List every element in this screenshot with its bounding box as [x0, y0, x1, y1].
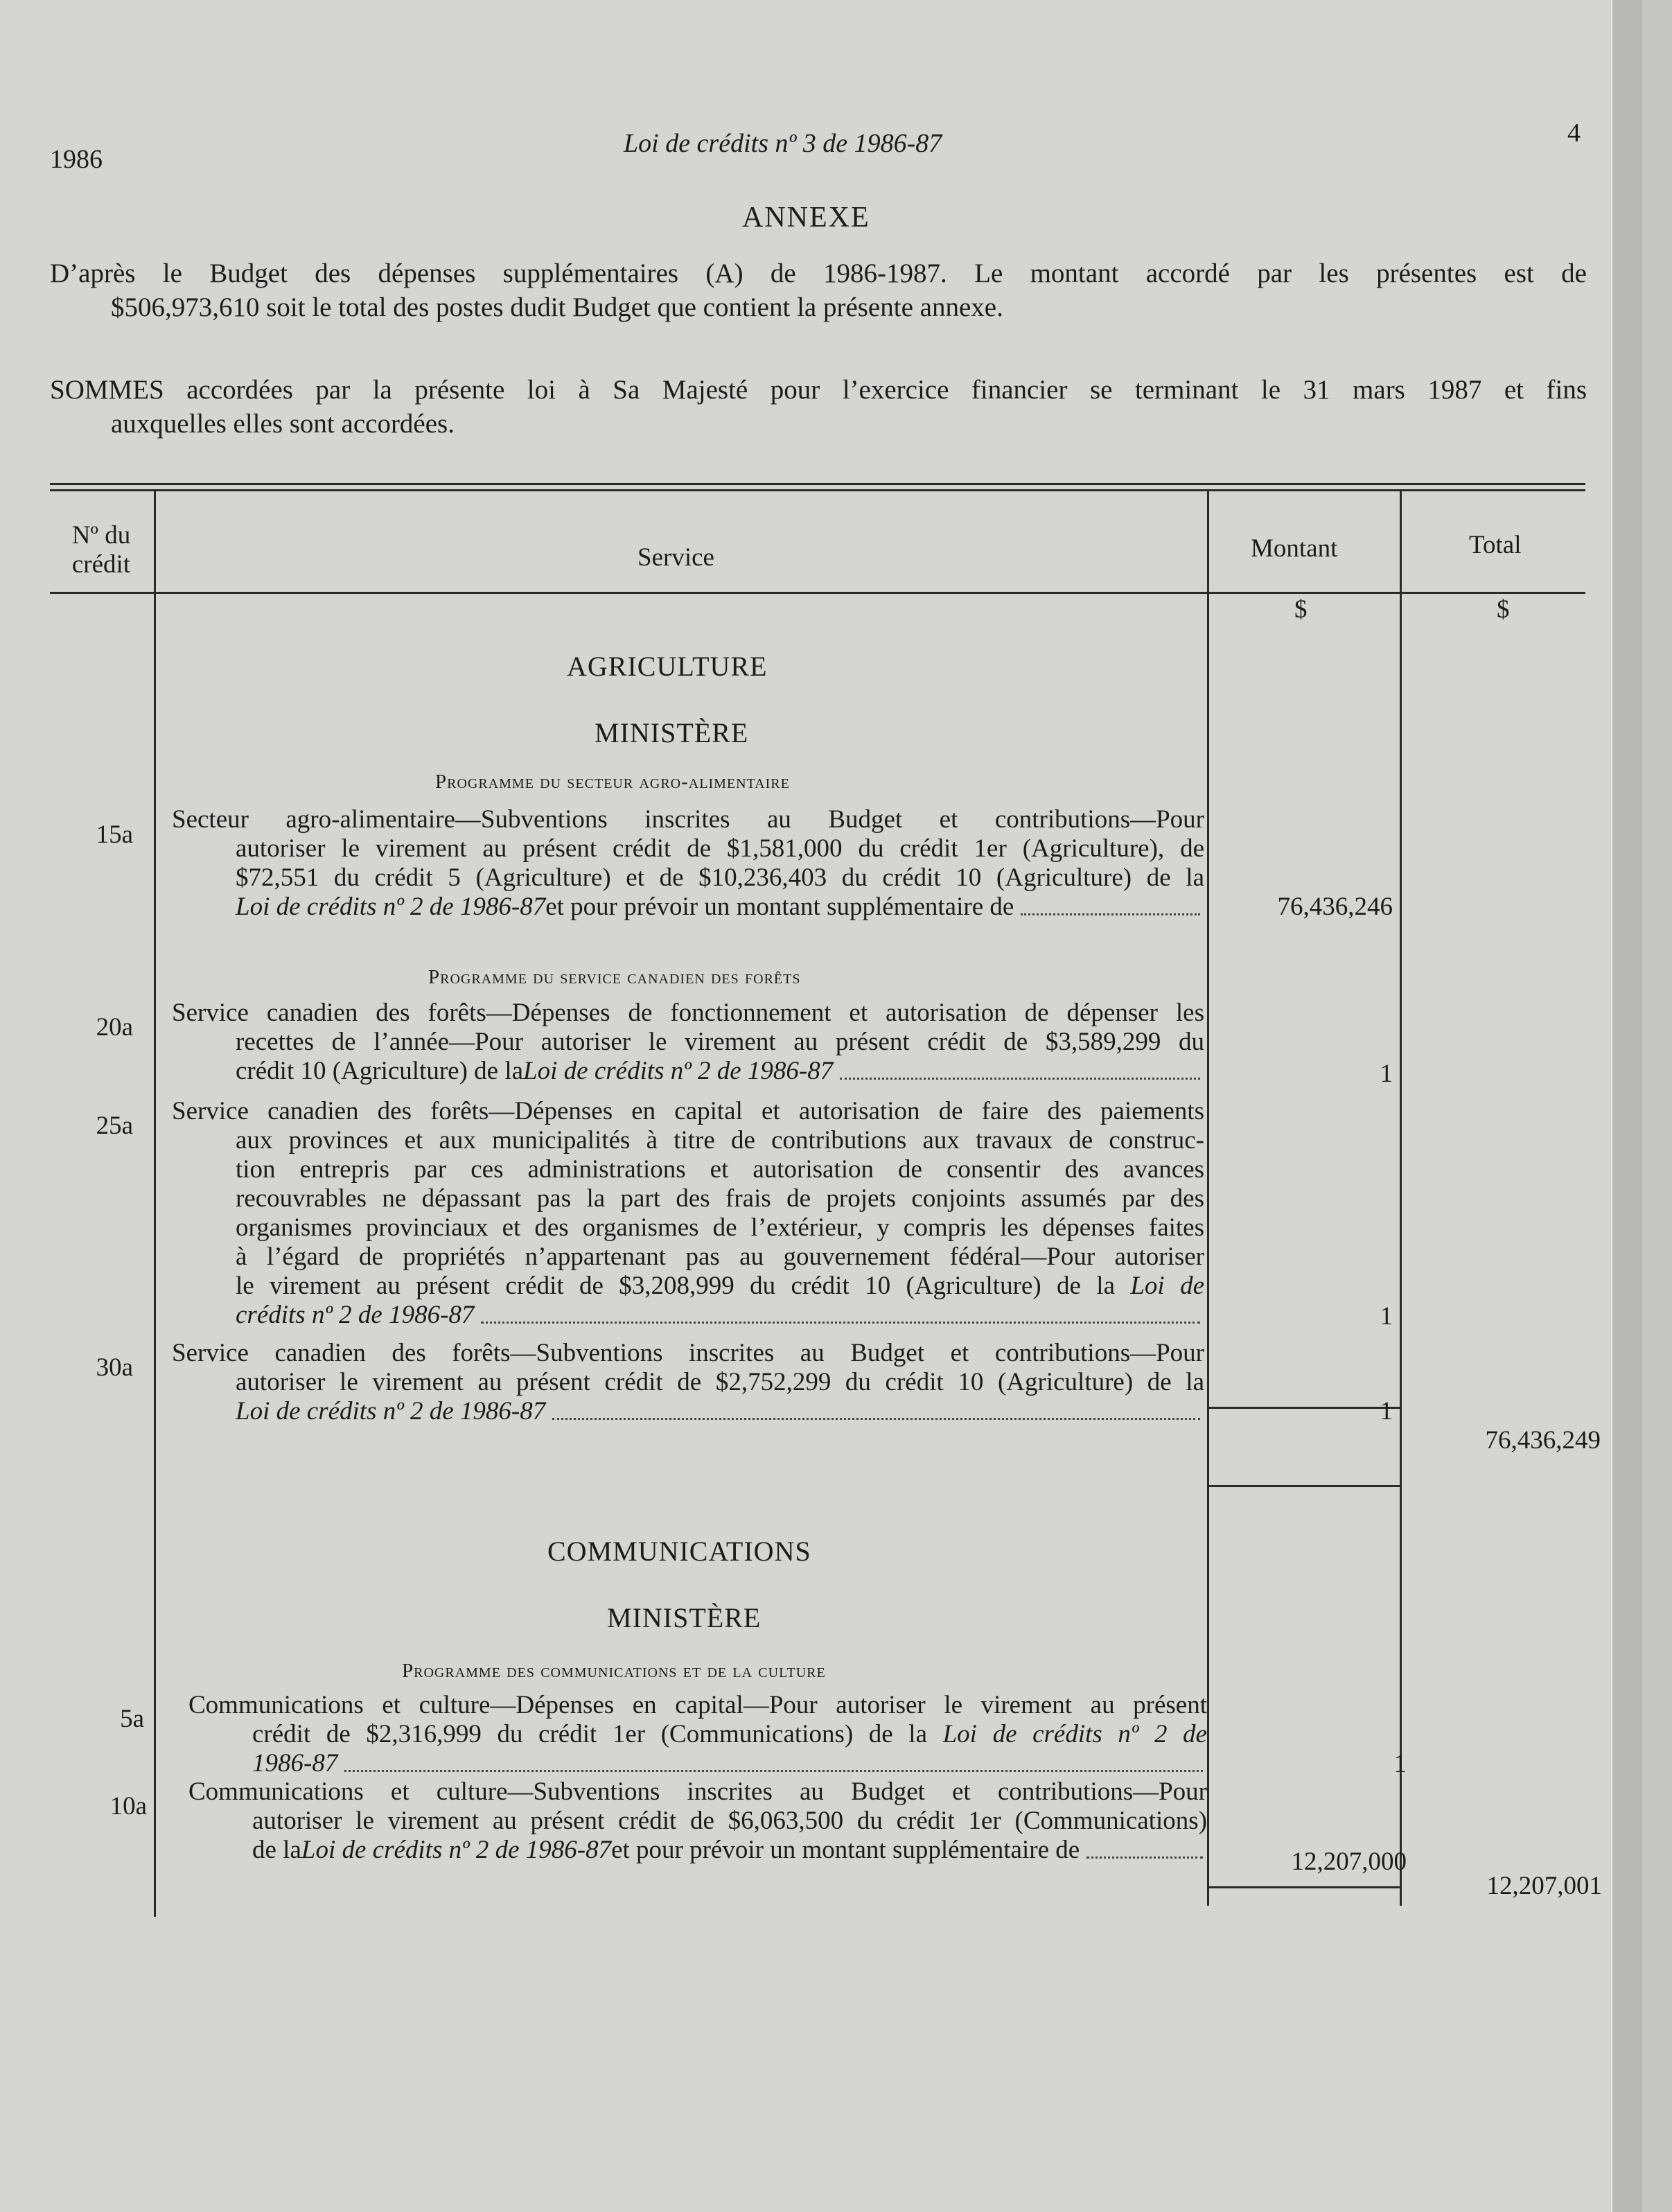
act-reference: Loi de crédits nº 2 de 1986-87	[236, 893, 546, 921]
description-line	[172, 893, 1204, 922]
description-line: Service canadien des forêts—Subventions inscrites au Budget et contributions—Pour	[172, 1339, 1204, 1367]
currency-amount: $	[1294, 595, 1308, 624]
header-year: 1986	[50, 145, 103, 174]
intro-line-2: $506,973,610 soit le total des postes dudit Budget que contient la présente annexe.	[111, 292, 1003, 322]
vote-number: 5a	[120, 1705, 144, 1733]
column-header-service: Service	[637, 543, 714, 572]
vote-number: 25a	[96, 1112, 133, 1140]
description-line	[188, 1836, 1207, 1865]
description-line: autoriser le virement au présent crédit de $2,752,299 du crédit 10 (Agriculture) de la	[236, 1368, 1204, 1396]
intro-paragraph	[50, 256, 1587, 324]
description-line: autoriser le virement au présent crédit de $6,063,500 du crédit 1er (Communications)	[252, 1807, 1207, 1835]
header-title: Loi de crédits nº 3 de 1986-87	[624, 129, 942, 158]
communications-top-rule	[1207, 1485, 1402, 1487]
description-line: Service canadien des forêts—Dépenses en capital et autorisation de faire des paiements	[172, 1097, 1204, 1125]
dot-leader	[1086, 1836, 1203, 1859]
vote-number: 30a	[96, 1353, 133, 1382]
description-line	[188, 1749, 1207, 1778]
dot-leader	[1021, 893, 1200, 915]
vote-description	[172, 999, 1204, 1086]
description-line	[172, 1057, 1204, 1086]
currency-total: $	[1497, 595, 1510, 624]
amount-value: 1	[1380, 1302, 1393, 1331]
amount-value: 1	[1393, 1750, 1407, 1778]
description-line: organismes provinciaux et des organismes de l’extérieur, y compris les dépenses faites	[236, 1213, 1204, 1242]
dot-leader	[344, 1749, 1203, 1772]
description-text: autoriser le virement au présent crédit de $1,581,000 du crédit 1er (Agriculture), de	[236, 834, 1204, 863]
act-reference: Loi de	[1130, 1272, 1204, 1300]
column-header-vote	[53, 521, 150, 579]
description-line: recouvrables ne dépassant pas la part des frais de projets conjoints assumés par des	[236, 1184, 1204, 1213]
program-heading: Programme du secteur agro-alimentaire	[435, 771, 790, 793]
description-line	[172, 834, 1204, 863]
dot-leader	[552, 1397, 1200, 1420]
table-top-rule-2	[50, 489, 1585, 491]
ministry-subheading: MINISTÈRE	[595, 717, 749, 748]
vote-description	[188, 1778, 1207, 1865]
description-line: Communications et culture—Subventions inscrites au Budget et contributions—Pour	[188, 1778, 1207, 1806]
table-header-rule	[50, 592, 1585, 594]
vote-description	[172, 1097, 1204, 1330]
communications-subtotal-rule	[1207, 1886, 1402, 1888]
page-edge	[1611, 0, 1642, 2212]
table-top-rule	[50, 483, 1585, 485]
department-heading-communications: COMMUNICATIONS	[547, 1536, 811, 1567]
description-line	[172, 1397, 1204, 1426]
amount-value: 1	[1380, 1397, 1393, 1425]
description-text: crédit de $2,316,999 du crédit 1er (Communications) de la	[252, 1720, 943, 1748]
description-line: Communications et culture—Dépenses en capital—Pour autoriser le virement au présent	[188, 1691, 1207, 1719]
description-text: de la	[252, 1836, 301, 1864]
vote-description	[172, 1339, 1204, 1426]
page-number: 4	[1567, 119, 1581, 148]
description-line	[188, 1720, 1207, 1749]
vote-description	[172, 805, 1204, 922]
act-reference: crédits nº 2 de 1986-87	[236, 1301, 475, 1329]
act-reference: Loi de crédits nº 2 de	[942, 1720, 1207, 1748]
description-line: aux provinces et aux municipalités à titre de contributions aux travaux de construc-	[236, 1126, 1204, 1155]
col-divider-vote	[154, 491, 156, 1917]
department-heading-agriculture: AGRICULTURE	[567, 651, 768, 682]
act-reference: Loi de crédits nº 2 de 1986-87	[301, 1836, 612, 1864]
description-text: et pour prévoir un montant supplémentaire de	[611, 1836, 1080, 1864]
dot-leader	[481, 1301, 1200, 1324]
program-heading: Programme des communications et de la culture	[402, 1660, 826, 1682]
vote-number: 20a	[96, 1013, 133, 1042]
description-line: tion entrepris par ces administrations et autorisation de consentir des avances	[236, 1155, 1204, 1184]
column-header-total: Total	[1469, 531, 1522, 559]
description-line	[172, 1301, 1204, 1330]
intro-line-1: D’après le Budget des dépenses supplémentaires (A) de 1986-1987. Le montant accordé par les présentes est de	[50, 258, 1587, 288]
description-line: Service canadien des forêts—Dépenses de fonctionnement et autorisation de dépenser les	[172, 999, 1204, 1027]
dot-leader	[840, 1057, 1200, 1080]
description-text: crédit 10 (Agriculture) de la	[236, 1057, 524, 1085]
col-divider-amount	[1400, 491, 1402, 1906]
description-line: à l’égard de propriétés n’appartenant pas au gouvernement fédéral—Pour autoriser	[236, 1243, 1204, 1271]
description-line: Secteur agro-alimentaire—Subventions inscrites au Budget et contributions—Pour	[172, 805, 1204, 834]
section-title: ANNEXE	[742, 202, 870, 234]
program-heading: Programme du service canadien des forêts	[428, 966, 801, 988]
col-divider-service	[1207, 491, 1209, 1906]
ministry-subheading: MINISTÈRE	[607, 1602, 762, 1633]
description-line: $72,551 du crédit 5 (Agriculture) et de $10,236,403 du crédit 10 (Agriculture) de la	[236, 863, 1204, 892]
appropriation-paragraph	[50, 373, 1587, 441]
description-text: le virement au présent crédit de $3,208,999 du crédit 10 (Agriculture) de la	[236, 1272, 1131, 1300]
description-line: recettes de l’année—Pour autoriser le virement au présent crédit de $3,589,299 du	[236, 1028, 1204, 1056]
appropriation-line-2: auxquelles elles sont accordées.	[111, 409, 455, 439]
column-header-amount: Montant	[1251, 534, 1338, 563]
vote-number: 10a	[109, 1792, 147, 1820]
amount-value: 12,207,000	[1291, 1847, 1407, 1876]
amount-value: 1	[1380, 1060, 1393, 1088]
act-reference: Loi de crédits nº 2 de 1986-87	[236, 1397, 546, 1425]
vote-description	[188, 1691, 1207, 1778]
column-header-vote-line-1: Nº du	[71, 521, 131, 550]
description-line	[172, 1272, 1204, 1301]
amount-value: 76,436,246	[1277, 893, 1393, 921]
vote-number: 15a	[96, 820, 133, 849]
column-header-vote-line-2: crédit	[71, 550, 131, 579]
department-total: 12,207,001	[1486, 1872, 1602, 1900]
department-total: 76,436,249	[1485, 1426, 1601, 1455]
act-reference: Loi de crédits nº 2 de 1986-87	[523, 1057, 834, 1085]
appropriation-line-1: SOMMES accordées par la présente loi à Sa Majesté pour l’exercice financier se terminant le 31 mars 1987 et fins	[50, 375, 1587, 405]
description-text: et pour prévoir un montant supplémentaire de	[545, 893, 1014, 921]
act-reference: 1986-87	[252, 1749, 338, 1778]
